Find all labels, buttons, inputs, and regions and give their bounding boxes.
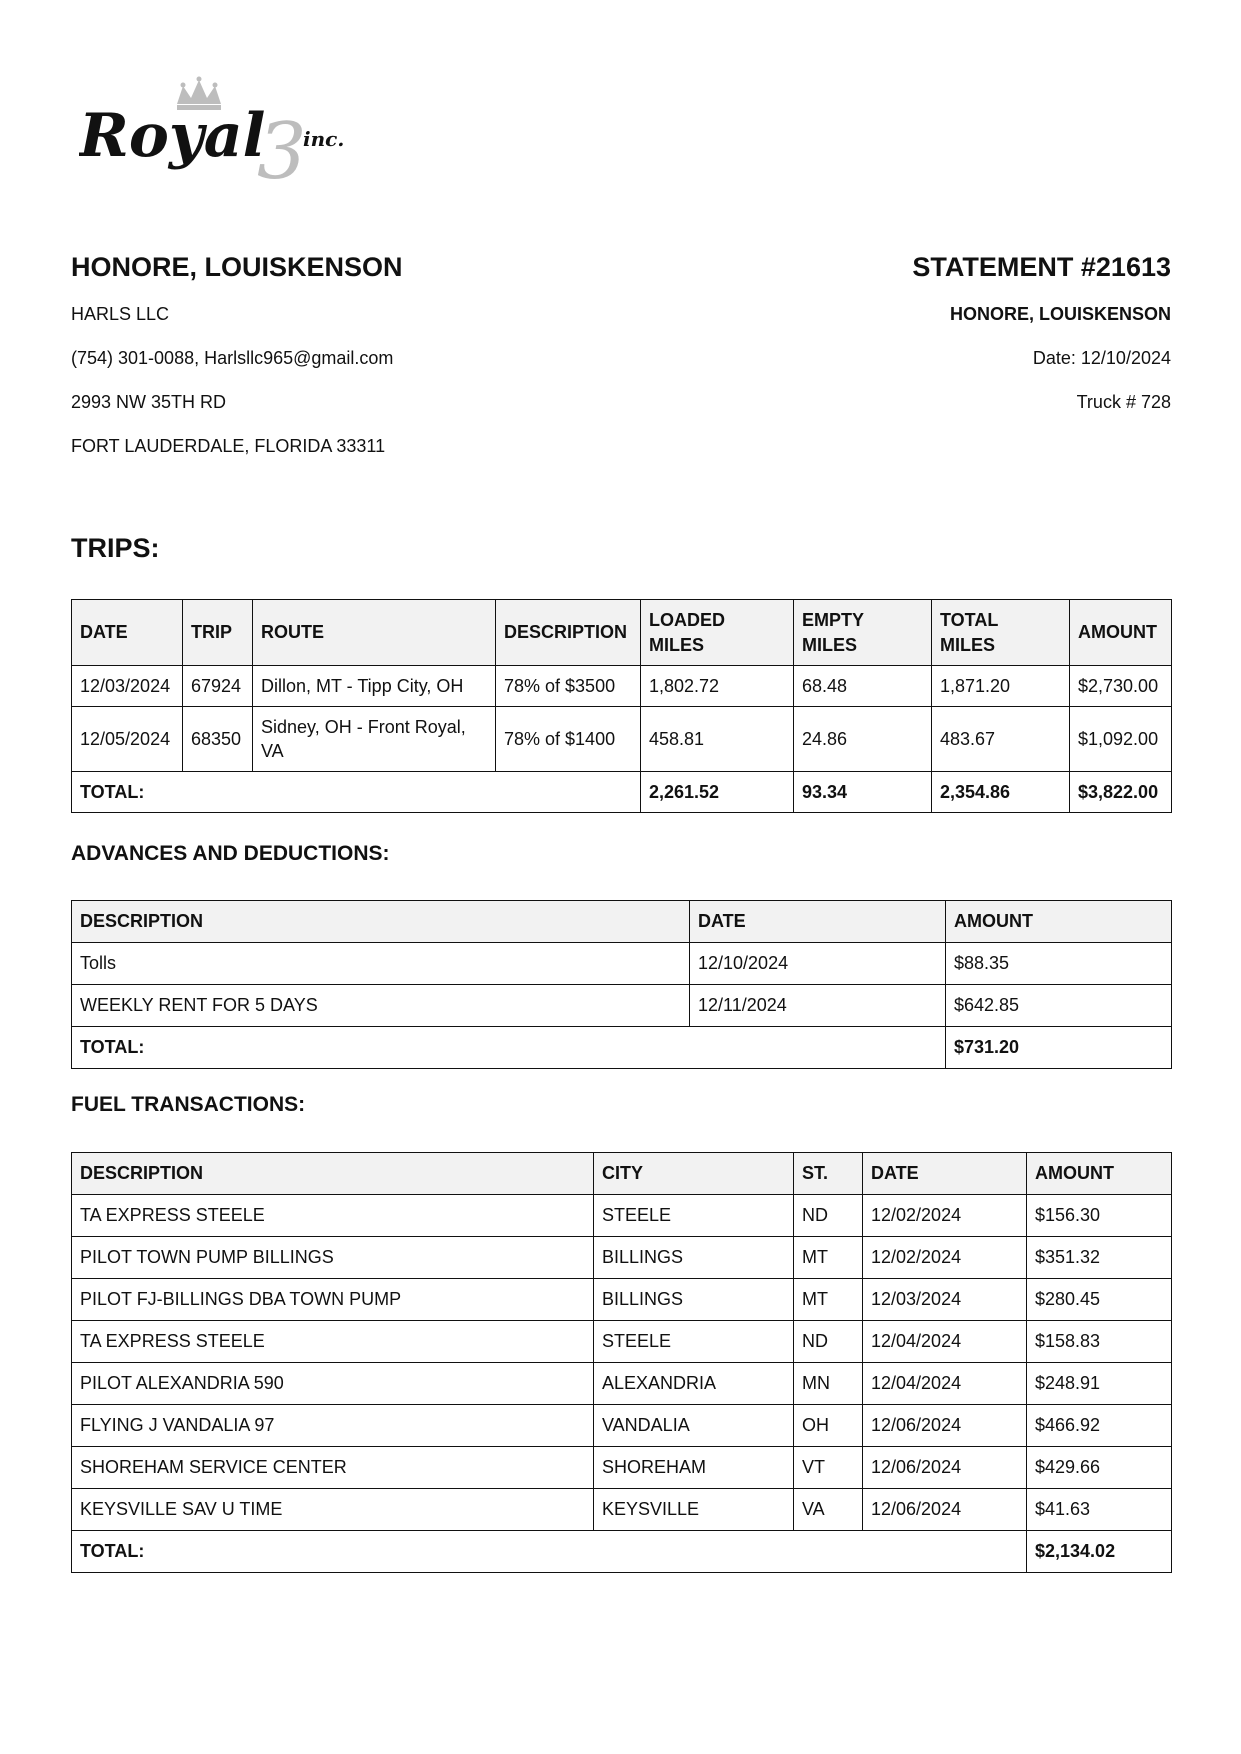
col-amount: AMOUNT xyxy=(1027,1153,1172,1195)
fuel-city: ALEXANDRIA xyxy=(594,1363,794,1405)
fuel-amount: $248.91 xyxy=(1027,1363,1172,1405)
trip-description: 78% of $3500 xyxy=(496,666,641,707)
trip-total-miles: 483.67 xyxy=(932,707,1070,772)
col-trip: TRIP xyxy=(183,600,253,666)
table-row xyxy=(72,1489,1172,1531)
total-total-miles: 2,354.86 xyxy=(932,772,1070,813)
trip-loaded-miles: 1,802.72 xyxy=(641,666,794,707)
table-row xyxy=(72,1195,1172,1237)
total-loaded-miles: 2,261.52 xyxy=(641,772,794,813)
driver-name: HONORE, LOUISKENSON xyxy=(71,252,403,282)
table-row xyxy=(72,1405,1172,1447)
svg-text:Royal: Royal xyxy=(79,101,266,171)
trip-number: 68350 xyxy=(183,707,253,772)
trips-total-row xyxy=(72,772,1172,813)
fuel-title: FUEL TRANSACTIONS: xyxy=(71,1093,306,1116)
fuel-description: PILOT FJ-BILLINGS DBA TOWN PUMP xyxy=(72,1279,594,1321)
fuel-total-row xyxy=(72,1531,1172,1573)
table-row xyxy=(72,666,1172,707)
fuel-date: 12/03/2024 xyxy=(863,1279,1027,1321)
fuel-description: PILOT ALEXANDRIA 590 xyxy=(72,1363,594,1405)
trips-title: TRIPS: xyxy=(71,533,160,563)
advance-description: Tolls xyxy=(72,943,690,985)
col-date: DATE xyxy=(863,1153,1027,1195)
trip-amount: $2,730.00 xyxy=(1070,666,1172,707)
fuel-state: VA xyxy=(794,1489,863,1531)
fuel-description: FLYING J VANDALIA 97 xyxy=(72,1405,594,1447)
driver-info xyxy=(71,250,631,460)
table-row xyxy=(72,707,1172,772)
col-total-miles: TOTAL MILES xyxy=(932,600,1070,666)
company-logo xyxy=(79,76,399,186)
statement-page xyxy=(71,0,1171,1754)
fuel-amount: $41.63 xyxy=(1027,1489,1172,1531)
col-amount: AMOUNT xyxy=(1070,600,1172,666)
total-label: TOTAL: xyxy=(72,772,641,813)
trip-empty-miles: 68.48 xyxy=(794,666,932,707)
table-row xyxy=(72,1447,1172,1489)
fuel-city: VANDALIA xyxy=(594,1405,794,1447)
fuel-amount: $158.83 xyxy=(1027,1321,1172,1363)
trip-loaded-miles: 458.81 xyxy=(641,707,794,772)
total-amount: $2,134.02 xyxy=(1027,1531,1172,1573)
fuel-state: ND xyxy=(794,1321,863,1363)
fuel-description: KEYSVILLE SAV U TIME xyxy=(72,1489,594,1531)
fuel-state: OH xyxy=(794,1405,863,1447)
table-row xyxy=(72,1321,1172,1363)
advances-title: ADVANCES AND DEDUCTIONS: xyxy=(71,842,390,865)
total-label: TOTAL: xyxy=(72,1027,946,1069)
trip-route: Sidney, OH - Front Royal, VA xyxy=(253,707,496,772)
total-empty-miles: 93.34 xyxy=(794,772,932,813)
advances-header-row xyxy=(72,901,1172,943)
table-row xyxy=(72,1363,1172,1405)
svg-text:3: 3 xyxy=(257,107,307,186)
table-row xyxy=(72,1237,1172,1279)
fuel-date: 12/06/2024 xyxy=(863,1489,1027,1531)
table-row xyxy=(72,1279,1172,1321)
advance-amount: $642.85 xyxy=(946,985,1172,1027)
fuel-city: STEELE xyxy=(594,1321,794,1363)
truck-number: Truck # 728 xyxy=(1076,392,1171,412)
fuel-table xyxy=(71,1152,1172,1573)
trip-description: 78% of $1400 xyxy=(496,707,641,772)
trip-route: Dillon, MT - Tipp City, OH xyxy=(253,666,496,707)
col-state: ST. xyxy=(794,1153,863,1195)
col-route: ROUTE xyxy=(253,600,496,666)
fuel-date: 12/02/2024 xyxy=(863,1237,1027,1279)
col-date: DATE xyxy=(72,600,183,666)
col-city: CITY xyxy=(594,1153,794,1195)
fuel-state: MT xyxy=(794,1279,863,1321)
col-description: DESCRIPTION xyxy=(72,901,690,943)
col-description: DESCRIPTION xyxy=(72,1153,594,1195)
col-loaded-miles: LOADED MILES xyxy=(641,600,794,666)
driver-address-line2: FORT LAUDERDALE, FLORIDA 33311 xyxy=(71,436,386,456)
statement-info xyxy=(651,250,1171,416)
statement-driver-name: HONORE, LOUISKENSON xyxy=(949,304,1171,324)
col-description: DESCRIPTION xyxy=(496,600,641,666)
fuel-city: BILLINGS xyxy=(594,1279,794,1321)
advances-table xyxy=(71,900,1172,1069)
trips-table xyxy=(71,599,1172,813)
crown-logo-icon xyxy=(79,76,399,186)
total-amount: $3,822.00 xyxy=(1070,772,1172,813)
advance-description: WEEKLY RENT FOR 5 DAYS xyxy=(72,985,690,1027)
fuel-date: 12/04/2024 xyxy=(863,1363,1027,1405)
fuel-description: TA EXPRESS STEELE xyxy=(72,1321,594,1363)
statement-date: Date: 12/10/2024 xyxy=(1032,348,1171,368)
trip-number: 67924 xyxy=(183,666,253,707)
fuel-state: MN xyxy=(794,1363,863,1405)
advance-amount: $88.35 xyxy=(946,943,1172,985)
trip-total-miles: 1,871.20 xyxy=(932,666,1070,707)
fuel-date: 12/04/2024 xyxy=(863,1321,1027,1363)
fuel-city: BILLINGS xyxy=(594,1237,794,1279)
trip-empty-miles: 24.86 xyxy=(794,707,932,772)
total-amount: $731.20 xyxy=(946,1027,1172,1069)
table-row xyxy=(72,985,1172,1027)
col-date: DATE xyxy=(690,901,946,943)
driver-contact: (754) 301-0088, Harlsllc965@gmail.com xyxy=(71,348,394,368)
col-amount: AMOUNT xyxy=(946,901,1172,943)
fuel-header-row xyxy=(72,1153,1172,1195)
table-row xyxy=(72,943,1172,985)
advances-total-row xyxy=(72,1027,1172,1069)
driver-address-line1: 2993 NW 35TH RD xyxy=(71,392,227,412)
fuel-city: SHOREHAM xyxy=(594,1447,794,1489)
fuel-state: MT xyxy=(794,1237,863,1279)
fuel-city: STEELE xyxy=(594,1195,794,1237)
statement-number: STATEMENT #21613 xyxy=(912,252,1171,282)
fuel-amount: $156.30 xyxy=(1027,1195,1172,1237)
trip-amount: $1,092.00 xyxy=(1070,707,1172,772)
driver-company: HARLS LLC xyxy=(71,304,170,324)
fuel-amount: $429.66 xyxy=(1027,1447,1172,1489)
trip-date: 12/05/2024 xyxy=(72,707,183,772)
advance-date: 12/10/2024 xyxy=(690,943,946,985)
col-empty-miles: EMPTY MILES xyxy=(794,600,932,666)
fuel-date: 12/06/2024 xyxy=(863,1447,1027,1489)
fuel-description: TA EXPRESS STEELE xyxy=(72,1195,594,1237)
fuel-state: VT xyxy=(794,1447,863,1489)
fuel-date: 12/02/2024 xyxy=(863,1195,1027,1237)
total-label: TOTAL: xyxy=(72,1531,1027,1573)
svg-text:inc.: inc. xyxy=(303,127,345,151)
fuel-city: KEYSVILLE xyxy=(594,1489,794,1531)
fuel-amount: $466.92 xyxy=(1027,1405,1172,1447)
fuel-description: SHOREHAM SERVICE CENTER xyxy=(72,1447,594,1489)
fuel-description: PILOT TOWN PUMP BILLINGS xyxy=(72,1237,594,1279)
fuel-state: ND xyxy=(794,1195,863,1237)
advance-date: 12/11/2024 xyxy=(690,985,946,1027)
trip-date: 12/03/2024 xyxy=(72,666,183,707)
trips-header-row xyxy=(72,600,1172,666)
fuel-date: 12/06/2024 xyxy=(863,1405,1027,1447)
fuel-amount: $351.32 xyxy=(1027,1237,1172,1279)
fuel-amount: $280.45 xyxy=(1027,1279,1172,1321)
